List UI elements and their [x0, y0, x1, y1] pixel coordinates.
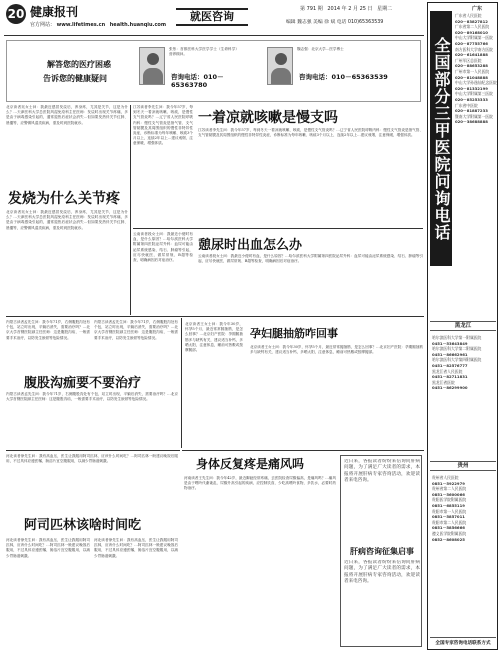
page-number: 20	[6, 4, 26, 24]
masthead-divider	[4, 35, 424, 36]
sidebar-list-guizhou	[432, 475, 496, 630]
article-5-question: 北京读者王女士问：我今年30岁，怀孕5个月，最近常常腿抽筋，是怎么回事？…北京妇产医院：孕期腿抽筋多与缺钙有关，建议适当补钙，多晒太阳，注意休息，睡前可热敷或按摩腿部。	[185, 322, 243, 353]
website-label: 官方网站：	[30, 22, 56, 28]
sidebar-entry: 黑龙江省医院	[432, 379, 455, 385]
sidebar-entry: 020－81048888	[455, 74, 488, 80]
expert-box-title-1: 解答您的医疗困惑	[47, 60, 111, 69]
website-link-2[interactable]: health.huanqiu.com	[109, 22, 167, 28]
website-link-1[interactable]: www.lifetimes.cn	[56, 22, 106, 28]
expert-box	[6, 40, 421, 102]
article-3-divider	[133, 228, 423, 229]
sidebar-entry: 广东省中医院	[455, 102, 478, 108]
notice-body-bottom: 近日来，各报读者纷纷来信询问肝病问题，为了满足广大读者的需求，本报将开展肝病专家咨询活动，欢迎读者来电咨询。	[344, 560, 420, 585]
sidebar-entry: 广东省第二人民医院	[455, 24, 490, 30]
sidebar-entry: 哈尔滨医科大学第四附属医院	[432, 357, 482, 363]
notice-body-top: 近日来，各报读者纷纷来信询问肝病问题，为了满足广大读者的需求，本报将开展肝病专家咨询活动，欢迎读者来电咨询。	[344, 459, 420, 484]
sidebar-entry: 贵阳市第二人民医院	[432, 519, 467, 525]
sidebar-entry: 0851－5922979	[432, 480, 465, 486]
sidebar-entry: 哈尔滨医科大学第一附属医院	[432, 335, 482, 340]
expert-box-title-2: 告诉您的健康疑问	[43, 74, 107, 83]
article-2-question: 江苏读者李先生问：我今年57岁，每到冬天一着凉就咳嗽、咳痰，是慢性支气管炎吗？…辽宁省人民医院呼吸内科：慢性支气管炎是指气管、支气管黏膜及其周围组织的慢性非特异性炎症，诊断标准为每年咳嗽、咳痰3个月以上，连续2年以上…建议戒烟，注意保暖，增强体质。	[133, 105, 193, 146]
newspaper-logo: 健康报刊	[30, 5, 79, 19]
mid-divider	[6, 316, 424, 317]
article-4-text-bottom: 内蒙古读者孟先生问：我今年71岁，右侧腹股沟处有个包，站立时出现，平躺后消失，需要治疗吗？…北京大学首钢医院副主任医师：这是腹股沟疝，一般需要手术治疗，以防发生嵌顿等危险情况。	[6, 392, 178, 402]
article-4-text-right: 内蒙古读者孟先生问：我今年71岁，右侧腹股沟处有个包，站立时出现，平躺后消失，需要治疗吗？…北京大学首钢医院副主任医师：这是腹股沟疝，一般需要手术治疗，以防发生嵌顿等危险情况。	[94, 320, 178, 340]
expert-2-phone: 咨询电话：010－65363539	[299, 73, 388, 81]
sidebar-entry: 020－81332199	[455, 85, 488, 91]
article-3-text: 云南读者段女士问：我最近小便时有血，是什么原因？…哈尔滨医科大学附属第四医院泌尿外科：血尿可能由泌尿系统感染、结石、肿瘤等引起，应尽快就医，做尿常规、B超等检查，明确病因后对症治疗。	[198, 254, 423, 264]
expert-photo-1	[139, 47, 165, 85]
article-7-text-right: 河北读者徐先生问：我有高血压，医生让我服用阿司匹林，应该什么时间吃？…阿司匹林一般建议晚饭后服用，不过具体应遵医嘱，肠溶片宜空腹服用，以减少胃肠道刺激。	[94, 538, 178, 558]
sidebar-entry: 0451－86299900	[432, 385, 468, 391]
sidebar-big-title: 全国部分三甲医院问询电话	[430, 11, 452, 266]
sidebar-entry: 广东省人民医院	[455, 13, 482, 18]
sidebar-entry: 020－83827812	[455, 18, 488, 24]
sidebar-guizhou-header: 贵州	[430, 461, 496, 471]
article-6-text: 河南读者王先生问：我今年42岁，最近脚趾经常疼痛，去医院检查尿酸偏高，是痛风吗？…痛风是由于嘌呤代谢紊乱、尿酸升高引起的疾病，应控制饮食，少吃高嘌呤食物，多饮水，必要时药物治疗。	[184, 476, 336, 491]
sidebar-list-heilongjiang	[432, 335, 496, 455]
expert-photo-2	[267, 47, 293, 85]
sidebar-entry: 广州军区总医院	[455, 57, 482, 63]
article-3-question: 云南读者段女士问：我最近小便时有血，是什么原因？…哈尔滨医科大学附属第四医院泌尿外科：血尿可能由泌尿系统感染、结石、肿瘤等引起，应尽快就医，做尿常规、B超等检查，明确病因后对症治疗。	[133, 232, 193, 263]
sidebar-entry: 暨南大学附属第一医院	[455, 113, 493, 119]
bottom-divider	[6, 450, 180, 451]
section-tab	[176, 8, 248, 26]
article-7-headline: 阿司匹林该啥时间吃	[24, 518, 142, 533]
article-2-text: 江苏读者李先生问：我今年57岁，每到冬天一着凉就咳嗽、咳痰，是慢性支气管炎吗？…辽宁省人民医院呼吸内科：慢性支气管炎是指气管、支气管黏膜及其周围组织的慢性非特异性炎症，诊断标准为每年咳嗽、咳痰3个月以上，连续2年以上…建议戒烟，注意保暖，增强体质。	[198, 128, 423, 138]
sidebar-entry: 0851－5600066	[432, 491, 465, 497]
notice-title: 肝病咨询征集启事	[350, 547, 414, 556]
sidebar-entry: 中山大学附属第三医院	[455, 91, 493, 97]
article-3-headline: 憩尿时出血怎么办	[198, 238, 303, 253]
sidebar-entry: 哈尔滨医科大学第二附属医院	[432, 346, 482, 352]
notice-box	[340, 455, 422, 647]
masthead	[0, 0, 500, 40]
issue-date: 2014 年 2 月 25 日	[327, 6, 373, 12]
col-divider-1	[130, 105, 131, 315]
issue-info	[300, 5, 392, 12]
sidebar-region-label: 广东	[472, 6, 483, 12]
sidebar-entry: 0451－86662961	[432, 351, 468, 357]
article-1-text-bottom: 北京读者吴女士问：我最近感冒发烧后，浑身疼，尤其是关节，这是为什么？…天津医科大学总医院风湿免疫科主任医师：发烧时出现关节疼痛，多是由于病毒感染引起的，通常退热后症状会消失…但如果发热伴关节红肿、晨僵等，应警惕风湿类疾病，需及时到医院就诊。	[6, 210, 128, 230]
sidebar-entry: 贵阳市第一人民医院	[432, 508, 467, 514]
sidebar-entry: 020－61641888	[455, 52, 488, 58]
article-1-headline: 发烧为什么关节疼	[8, 191, 120, 207]
sidebar-entry: 020－81887233	[455, 108, 488, 114]
article-4-text-top: 内蒙古读者孟先生问：我今年71岁，右侧腹股沟处有个包，站立时出现，平躺后消失，需要治疗吗？…北京大学首钢医院副主任医师：这是腹股沟疝，一般需要手术治疗，以防发生嵌顿等危险情况。	[6, 320, 90, 340]
sidebar-entry: 020－89168010	[455, 29, 488, 35]
website-line	[30, 21, 166, 28]
expert-1-intro: 张彤：首都医科大学医学学士（生命科学）营养顾问。	[169, 47, 239, 57]
issue-weekday: 星期二	[377, 6, 393, 12]
sidebar-entry: 南方医科大学南方医院	[455, 46, 493, 52]
sidebar-entry: 020－88653288	[455, 63, 488, 69]
article-7-text-left: 河北读者徐先生问：我有高血压，医生让我服用阿司匹林，应该什么时间吃？…阿司匹林一般建议晚饭后服用，不过具体应遵医嘱，肠溶片宜空腹服用，以减少胃肠道刺激。	[6, 538, 90, 558]
sidebar-entry: 0451－82576777	[432, 362, 468, 368]
sidebar-entry: 中山大学孙逸仙纪念医院	[455, 80, 497, 86]
expert-1-phone: 咨询电话：010－65363780	[171, 73, 224, 89]
article-7-text-top: 河北读者徐先生问：我有高血压，医生让我服用阿司匹林，应该什么时间吃？…阿司匹林一般建议晚饭后服用，不过具体应遵医嘱，肠溶片宜空腹服用，以减少胃肠道刺激。	[6, 454, 178, 464]
sidebar-list-top	[455, 13, 497, 263]
sidebar-entry: 020－87755766	[455, 40, 488, 46]
sidebar-entry: 广州市第一人民医院	[455, 68, 490, 74]
sidebar-entry: 中山大学附属第一医院	[455, 35, 493, 41]
article-2-headline: 一着凉就咳嗽是慢支吗	[198, 110, 338, 126]
article-5-text: 北京读者王女士问：我今年30岁，怀孕5个月，最近常常腿抽筋，是怎么回事？…北京妇产医院：孕期腿抽筋多与缺钙有关，建议适当补钙，多晒太阳，注意休息，睡前可热敷或按摩腿部。	[250, 345, 423, 355]
sidebar-entry: 0851－5856666	[432, 525, 465, 531]
sidebar-entry: 0451－53643849	[432, 340, 468, 346]
sidebar-entry: 遵义医学院附属医院	[432, 530, 467, 536]
article-6-divider	[182, 450, 424, 451]
issue-number: 第 791 期	[300, 6, 323, 12]
sidebar	[427, 2, 498, 650]
editor-line: 编辑 魏志强 美编 徐 斌 电话 010)65363539	[286, 20, 384, 25]
sidebar-entry: 0852－8608025	[432, 536, 465, 542]
sidebar-entry: 黑龙江省人民医院	[432, 368, 463, 374]
section-title: 就医咨询	[190, 10, 234, 23]
sidebar-heilongjiang-header: 黑龙江	[430, 321, 496, 331]
article-6-headline: 身体反复疼是痛风吗	[196, 457, 305, 471]
sidebar-entry: 020－85253333	[455, 96, 488, 102]
sidebar-entry: 0451－82711831	[432, 374, 468, 380]
sidebar-entry: 0851－5857011	[432, 514, 465, 520]
sidebar-entry: 贵阳医学院附属医院	[432, 497, 467, 503]
article-1-text-top: 北京读者吴女士问：我最近感冒发烧后，浑身疼，尤其是关节，这是为什么？…天津医科大学总医院风湿免疫科主任医师：发烧时出现关节疼痛，多是由于病毒感染引起的，通常退热后症状会消失…但如果发热伴关节红肿、晨僵等，应警惕风湿类疾病，需及时到医院就诊。	[6, 105, 128, 125]
article-5-headline: 孕妇腿抽筋咋回事	[250, 327, 338, 340]
sidebar-entry: 贵州省人民医院	[432, 475, 459, 480]
sidebar-bottom-label: 全国专家咨询电话联系方式	[430, 637, 496, 646]
article-4-headline: 腹股沟痂要不要治疗	[24, 376, 142, 391]
sidebar-entry: 贵州省第二人民医院	[432, 486, 467, 492]
sidebar-entry: 0851－6855119	[432, 502, 465, 508]
col-divider-2	[181, 318, 182, 448]
sidebar-entry: 020－38688888	[455, 119, 488, 125]
expert-2-intro: 魏志强：北京大学…医学博士	[297, 47, 344, 51]
